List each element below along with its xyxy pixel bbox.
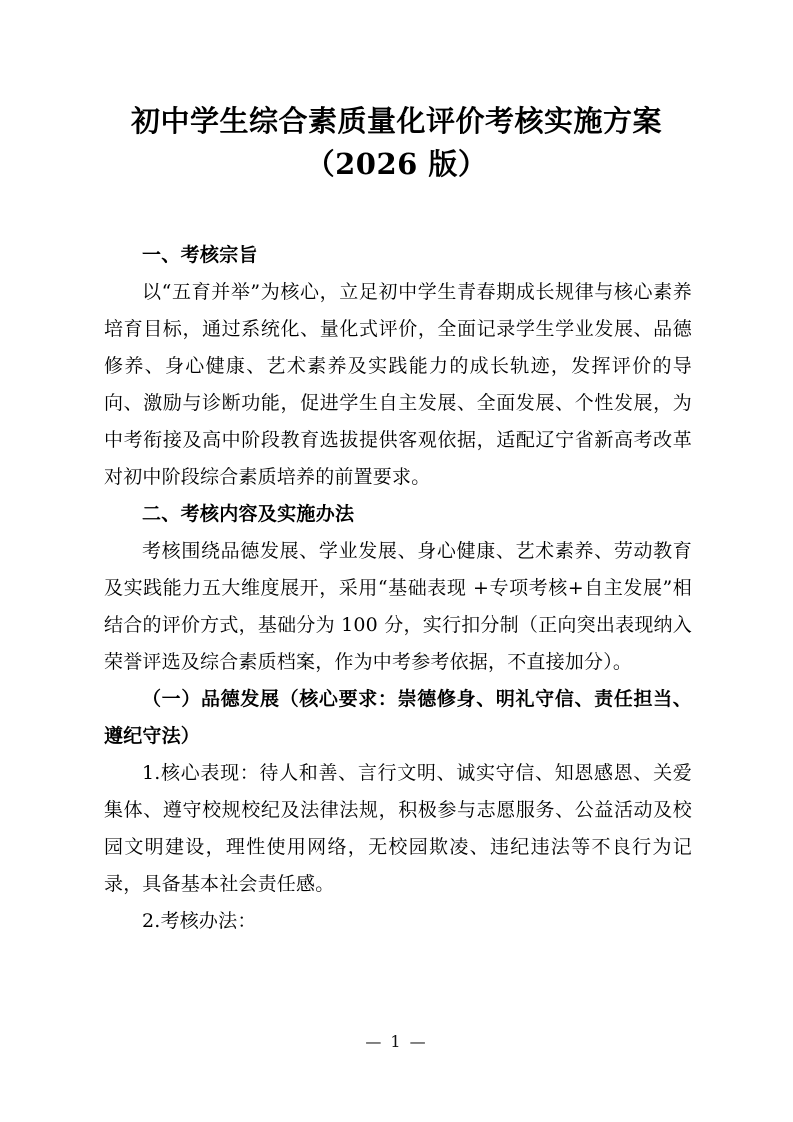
page-title-edition: （2026 版） [305, 147, 488, 181]
title-block [50, 100, 743, 186]
page-title-line-1: 初中学生综合素质量化评价考核实施方案 [130, 104, 662, 138]
page-number-footer: — 1 — [365, 1032, 428, 1051]
subsection-heading-1: （一）品德发展（核心要求：崇德修身、明礼守信、责任担当、遵纪守法） [104, 688, 692, 747]
subsection-1-item-1: 1.核心表现：待人和善、言行文明、诚实守信、知恩感恩、关爱集体、遵守校规校纪及法律法规，积极参与志愿服务、公益活动及校园文明建设，理性使用网络，无校园欺凌、违纪违法等不良行为记录，具备基本社会责任感。 [104, 762, 692, 895]
subsection-1-item-2: 2.考核办法： [142, 910, 257, 932]
page-title [50, 100, 743, 186]
section-heading-1: 一、考核宗旨 [142, 244, 258, 266]
section-2-paragraph-1: 考核围绕品德发展、学业发展、身心健康、艺术素养、劳动教育及实践能力五大维度展开，采用“基础表现 +专项考核+自主发展”相结合的评价方式，基础分为 100 分，实行扣分制（正向突出表现纳入荣誉评选及综合素质档案，作为中考参考依据，不直接加分）。 [104, 540, 692, 673]
document-body [104, 237, 692, 940]
section-heading-2: 二、考核内容及实施办法 [142, 503, 355, 525]
section-1-paragraph-1: 以“五育并举”为核心，立足初中学生青春期成长规律与核心素养培育目标，通过系统化、量化式评价，全面记录学生学业发展、品德修养、身心健康、艺术素养及实践能力的成长轨迹，发挥评价的导向、激励与诊断功能，促进学生自主发展、全面发展、个性发展，为中考衔接及高中阶段教育选拔提供客观依据，适配辽宁省新高考改革对初中阶段综合素质培养的前置要求。 [104, 281, 692, 488]
